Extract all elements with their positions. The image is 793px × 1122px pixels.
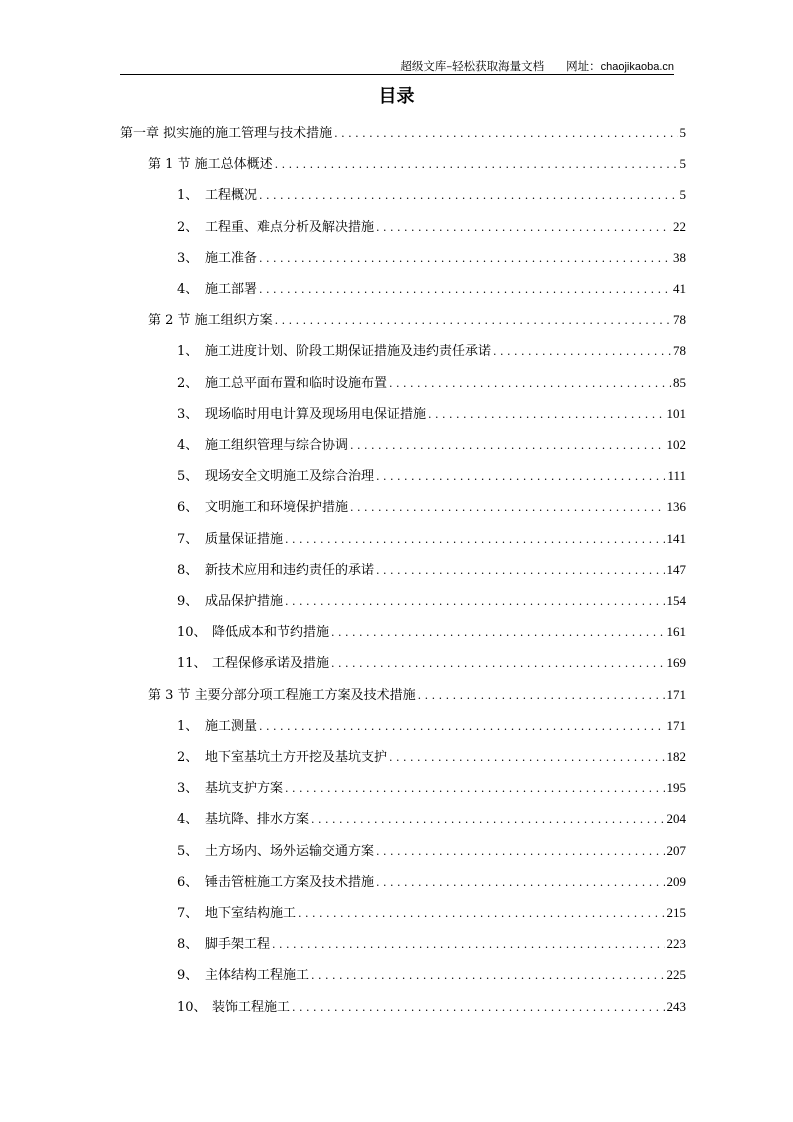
toc-dot-leader — [311, 965, 664, 987]
toc-entry-page-number: 215 — [666, 905, 686, 920]
toc-entry-page-number: 204 — [666, 811, 686, 827]
toc-entry[interactable] — [177, 933, 686, 955]
toc-entry-title: 施工部署 — [205, 282, 258, 297]
toc-entry-number: 6、 — [177, 874, 199, 890]
toc-entry-title: 第一章 拟实施的施工管理与技术措施 — [120, 126, 333, 141]
toc-dot-leader — [376, 560, 664, 582]
toc-entry[interactable] — [177, 996, 686, 1018]
header-site-label: 网址： — [566, 59, 601, 73]
toc-entry-page-number: 5 — [679, 156, 686, 172]
toc-dot-leader — [259, 185, 677, 207]
toc-entry[interactable] — [148, 309, 686, 331]
toc-entry-number: 10、 — [177, 625, 207, 641]
toc-entry[interactable] — [177, 871, 686, 893]
toc-dot-leader — [275, 154, 678, 176]
toc-entry-title: 主体结构工程施工 — [205, 968, 310, 984]
toc-entry-title: 第 2 节 施工组织方案 — [148, 313, 273, 329]
toc-entry-title: 文明施工和环境保护措施 — [205, 500, 349, 516]
toc-entry-page-number: 243 — [666, 998, 686, 1014]
toc-entry[interactable] — [120, 122, 686, 144]
toc-entry-page-number: 22 — [673, 218, 686, 234]
toc-entry[interactable] — [177, 652, 686, 674]
toc-entry-number: 1、 — [177, 188, 199, 204]
toc-dot-leader — [259, 279, 671, 301]
page-title: 目录 — [378, 86, 415, 107]
toc-entry-page-number: 5 — [679, 187, 686, 203]
toc-entry[interactable] — [177, 559, 686, 581]
toc-entry-title: 施工组织管理与综合协调 — [205, 438, 349, 453]
toc-entry-title: 施工准备 — [205, 250, 258, 266]
toc-dot-leader — [285, 591, 664, 613]
toc-entry-page-number: 38 — [673, 249, 686, 265]
toc-entry-number: 9、 — [177, 594, 199, 609]
toc-entry[interactable] — [148, 684, 686, 706]
toc-entry-page-number: 136 — [666, 499, 686, 515]
toc-dot-leader — [259, 248, 671, 270]
toc-entry-page-number: 171 — [666, 686, 686, 702]
toc-entry-page-number: 78 — [673, 312, 686, 328]
toc-entry-title: 装饰工程施工 — [212, 999, 291, 1015]
toc-entry-number: 6、 — [177, 500, 199, 516]
toc-entry-title: 脚手架工程 — [205, 937, 271, 953]
toc-dot-leader — [350, 497, 664, 519]
toc-entry-title: 现场安全文明施工及综合治理 — [205, 469, 375, 485]
toc-entry-title: 工程保修承诺及措施 — [212, 656, 330, 672]
toc-entry[interactable] — [177, 247, 686, 269]
toc-dot-leader — [389, 747, 664, 769]
toc-entry-number: 11、 — [177, 656, 207, 672]
toc-entry-number: 8、 — [177, 937, 199, 953]
toc-entry-number: 9、 — [177, 968, 199, 984]
toc-entry-title: 锤击管桩施工方案及技术措施 — [205, 874, 375, 890]
toc-entry[interactable] — [177, 840, 686, 862]
toc-entry-number: 3、 — [177, 781, 199, 797]
toc-entry-page-number: 223 — [666, 936, 686, 952]
toc-entry[interactable] — [177, 590, 686, 612]
toc-entry-title: 施工测量 — [205, 718, 258, 734]
toc-entry[interactable] — [177, 372, 686, 394]
toc-dot-leader — [298, 903, 664, 925]
toc-entry-page-number: 102 — [666, 437, 686, 452]
toc-entry-title: 降低成本和节约措施 — [212, 625, 330, 641]
toc-entry-number: 4、 — [177, 812, 199, 828]
toc-entry-title: 质量保证措施 — [205, 531, 284, 547]
toc-dot-leader — [275, 310, 671, 332]
toc-dot-leader — [376, 841, 664, 863]
toc-entry-number: 3、 — [177, 406, 199, 422]
toc-entry-title: 施工进度计划、阶段工期保证措施及违约责任承诺 — [205, 344, 492, 360]
toc-entry[interactable] — [177, 278, 686, 300]
toc-entry-title: 地下室结构施工 — [205, 906, 297, 921]
toc-entry-page-number: 182 — [666, 749, 686, 764]
toc-entry-number: 8、 — [177, 562, 199, 578]
toc-entry-page-number: 209 — [666, 873, 686, 889]
toc-entry-page-number: 169 — [666, 655, 686, 671]
page-header — [120, 58, 674, 74]
toc-entry-page-number: 85 — [673, 374, 686, 390]
toc-entry[interactable] — [177, 184, 686, 206]
toc-entry[interactable] — [177, 434, 686, 456]
toc-entry[interactable] — [177, 496, 686, 518]
toc-entry-number: 2、 — [177, 219, 199, 235]
toc-dot-leader — [493, 341, 671, 363]
toc-entry[interactable] — [148, 153, 686, 175]
toc-entry[interactable] — [177, 746, 686, 768]
toc-entry-number: 2、 — [177, 750, 199, 765]
toc-dot-leader — [285, 529, 664, 551]
toc-entry-page-number: 147 — [666, 561, 686, 577]
toc-entry[interactable] — [177, 621, 686, 643]
toc-entry-title: 现场临时用电计算及现场用电保证措施 — [205, 406, 427, 422]
toc-dot-leader — [376, 466, 665, 488]
toc-entry-page-number: 171 — [666, 717, 686, 733]
toc-entry-number: 7、 — [177, 906, 199, 921]
toc-entry-title: 施工总平面布置和临时设施布置 — [205, 375, 388, 391]
toc-entry-page-number: 111 — [667, 468, 686, 484]
toc-entry-number: 1、 — [177, 718, 199, 734]
toc-entry-title: 第 1 节 施工总体概述 — [148, 157, 273, 173]
header-tagline: 超级文库–轻松获取海量文档 — [400, 59, 545, 73]
toc-entry-number: 3、 — [177, 250, 199, 266]
toc-entry-page-number: 207 — [666, 842, 686, 858]
toc-dot-leader — [272, 934, 664, 956]
toc-dot-leader — [389, 373, 671, 395]
header-divider — [120, 74, 674, 75]
toc-dot-leader — [350, 435, 664, 457]
toc-entry[interactable] — [177, 715, 686, 737]
toc-dot-leader — [285, 778, 664, 800]
toc-entry-title: 基坑降、排水方案 — [205, 812, 310, 828]
header-site-url[interactable]: chaojikaoba.cn — [600, 61, 674, 73]
toc-entry[interactable] — [177, 777, 686, 799]
toc-entry-page-number: 154 — [666, 593, 686, 608]
toc-entry[interactable] — [177, 964, 686, 986]
toc-entry-title: 工程重、难点分析及解决措施 — [205, 219, 375, 235]
toc-entry-page-number: 101 — [666, 405, 686, 421]
toc-dot-leader — [334, 123, 677, 145]
toc-entry[interactable] — [177, 808, 686, 830]
toc-entry-title: 工程概况 — [205, 188, 258, 204]
toc-entry-number: 1、 — [177, 344, 199, 360]
toc-dot-leader — [376, 872, 664, 894]
toc-entry[interactable] — [177, 465, 686, 487]
toc-entry[interactable] — [177, 340, 686, 362]
toc-entry[interactable] — [177, 216, 686, 238]
toc-entry-page-number: 5 — [679, 125, 686, 140]
toc-dot-leader — [376, 217, 671, 239]
toc-dot-leader — [311, 809, 664, 831]
toc-entry-page-number: 41 — [673, 281, 686, 296]
toc-dot-leader — [259, 716, 664, 738]
toc-entry[interactable] — [177, 528, 686, 550]
toc-dot-leader — [331, 622, 664, 644]
toc-entry-title: 成品保护措施 — [205, 594, 284, 609]
toc-entry-page-number: 78 — [673, 343, 686, 359]
toc-entry-title: 第 3 节 主要分部分项工程施工方案及技术措施 — [148, 687, 416, 703]
toc-entry-page-number: 141 — [666, 530, 686, 546]
toc-entry-number: 5、 — [177, 469, 199, 485]
toc-entry-title: 新技术应用和违约责任的承诺 — [205, 562, 375, 578]
toc-dot-leader — [331, 653, 664, 675]
toc-dot-leader — [418, 685, 665, 707]
toc-entry-number: 7、 — [177, 531, 199, 547]
toc-entry[interactable] — [177, 403, 686, 425]
toc-entry-title: 地下室基坑土方开挖及基坑支护 — [205, 750, 388, 765]
toc-entry-number: 10、 — [177, 999, 207, 1015]
toc-entry-page-number: 161 — [666, 624, 686, 640]
toc-dot-leader — [428, 404, 664, 426]
toc-entry[interactable] — [177, 902, 686, 924]
toc-entry-title: 土方场内、场外运输交通方案 — [205, 843, 375, 859]
toc-dot-leader — [292, 997, 664, 1019]
toc-entry-number: 4、 — [177, 282, 199, 297]
toc-entry-page-number: 225 — [666, 967, 686, 983]
toc-entry-title: 基坑支护方案 — [205, 781, 284, 797]
toc-entry-number: 2、 — [177, 375, 199, 391]
toc-entry-number: 4、 — [177, 438, 199, 453]
toc-entry-page-number: 195 — [666, 780, 686, 796]
toc-entry-number: 5、 — [177, 843, 199, 859]
